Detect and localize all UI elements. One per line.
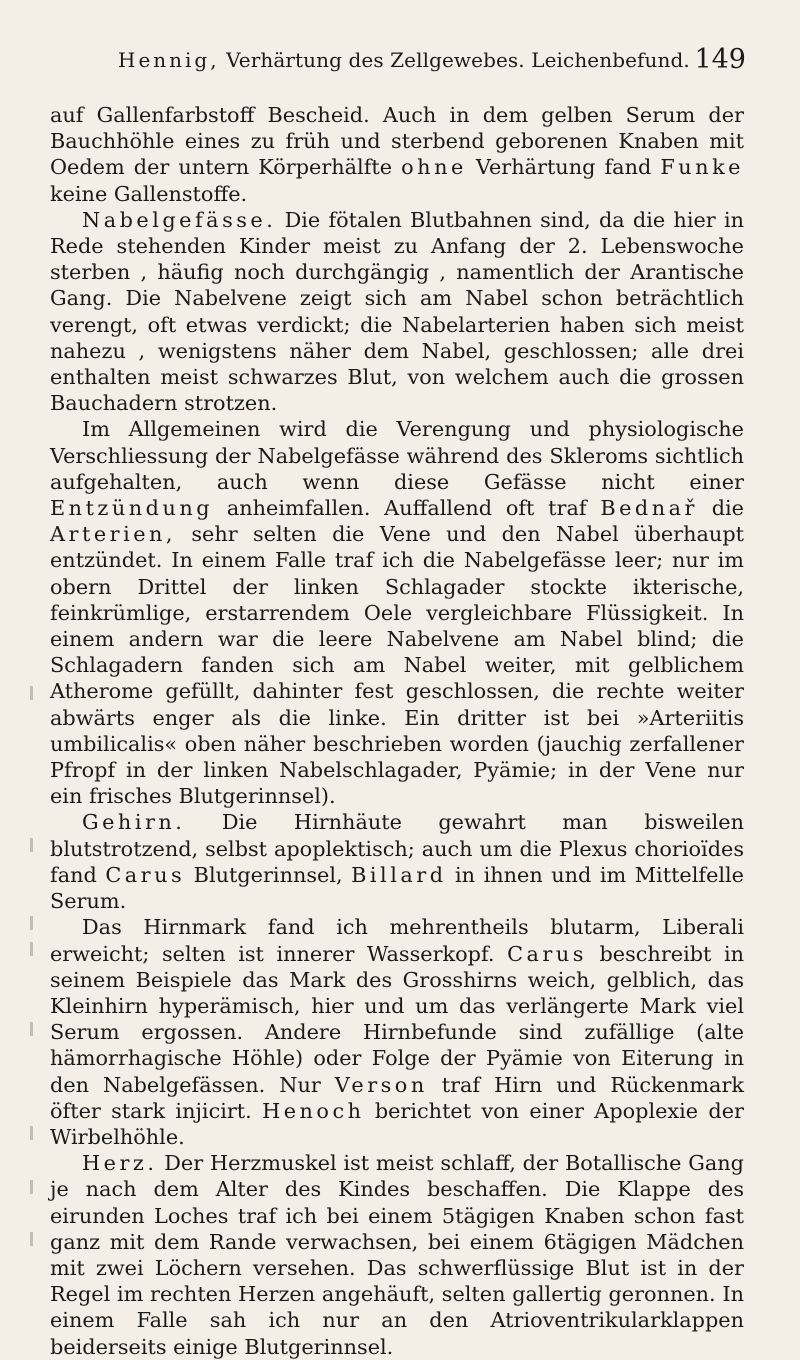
- text-run: Die fötalen Blutbahnen sind, da die hier in Rede stehenden Kinder meist zu Anfang der 2. Lebenswoche sterben , häufig noch durchgängig , namentlich der Arantische Gang. Die Nabelvene zeigt sich am Nabel schon beträchtlich verengt, oft etwas verdickt; die Nabelarterien haben sich meist nahezu , wenigstens näher dem Nabel, geschlossen; alle drei enthalten meist schwarzes Blut, von welchem auch die grossen Bauchadern strotzen.: [50, 207, 744, 416]
- margin-mark: [30, 1022, 33, 1036]
- text-run: Der Herzmuskel ist meist schlaff, der Botallische Gang je nach dem Alter des Kindes beschaffen. Die Klappe des eirunden Loches traf ich bei einem 5tägigen Knaben schon fast ganz mit dem Rande verwachsen, bei einem 6tägigen Mädchen mit zwei Löchern versehen. Das schwerflüssige Blut ist in der Regel im rechten Herzen angehäuft, selten gallertig geronnen. In einem Falle sah ich nur an den Atrioventrikularklappen beiderseits einige Blutgerinnsel.: [50, 1151, 744, 1359]
- page-number: 149: [694, 44, 746, 75]
- margin-mark: [30, 1126, 33, 1140]
- text-run: beschreibt in seinem Beispiele das Mark des Grosshirns weich, gelblich, das Kleinhirn hyperämisch, hier und um das verlängerte Mark viel Serum ergossen. Andere Hirnbefunde sind zufällige (alte hämorrhagische Höhle) oder Folge der Pyämie von Eiterung in den Nabelgefässen. Nur: [50, 941, 744, 1097]
- margin-bleed-marks: [0, 0, 40, 1354]
- emphasis-entzuendung: Entzündung: [50, 496, 214, 521]
- text-run: anheimfallen. Auffallend oft traf: [213, 496, 601, 521]
- author-name-verson: Verson: [334, 1072, 428, 1097]
- text-run: traf Hirn und Rückenmark öfter stark injicirt.: [50, 1072, 744, 1123]
- text-run: berichtet von einer Apoplexie der Wirbelhöhle.: [50, 1098, 744, 1149]
- margin-mark: [30, 686, 33, 700]
- text-run: Im Allgemeinen wird die Verengung und physiologische Verschliessung der Nabelgefässe während des Skleroms sichtlich aufgehalten, auch wenn diese Gefässe nicht einer: [50, 417, 744, 494]
- text-run: Die Hirnhäute gewahrt man bisweilen blutstrotzend, selbst apoplektisch; auch um die Plexus chorioïdes fand: [50, 810, 744, 887]
- text-run: keine Gallenstoffe.: [50, 181, 248, 206]
- section-head-gehirn: Gehirn.: [82, 810, 186, 835]
- margin-mark: [30, 942, 33, 956]
- author-name-henoch: Henoch: [262, 1098, 365, 1123]
- emphasis-arterien: Arterien,: [50, 522, 177, 547]
- margin-mark: [30, 1180, 33, 1194]
- running-author: Hennig,: [118, 48, 220, 72]
- text-run: Blutgerinnsel,: [185, 862, 352, 887]
- text-run: sehr selten die Vene und den Nabel überhaupt entzündet. In einem Falle traf ich die Nabelgefässe leer; nur im obern Drittel der linken Schlagader stockte ikterische, feinkrümlige, erstarrendem Oele vergleichbare Flüssigkeit. In einem andern war die leere Nabelvene am Nabel blind; die Schlagadern fanden sich am Nabel weiter, mit gelblichem Atherome gefüllt, dahinter fest geschlossen, die rechte weiter abwärts enger als die linke. Ein dritter ist bei »Arteriitis umbilicalis« oben näher beschrieben worden (jauchig zerfallener Pfropf in der linken Nabelschlagader, Pyämie; in der Vene nur ein frisches Blutgerinnsel).: [50, 522, 744, 809]
- body-text: [50, 102, 744, 1360]
- running-head: [118, 44, 746, 80]
- author-name-carus: Carus: [507, 941, 587, 966]
- paragraph-brain: [50, 809, 744, 914]
- text-run: auf Gallenfarbstoff Bescheid. Auch in dem gelben Serum der Bauchhöhle eines zu früh und sterbend geborenen Knaben mit Oedem der untern Körperhälfte: [50, 103, 744, 180]
- author-name-funke: Funke: [660, 155, 744, 180]
- paragraph-vessel-inflammation: [50, 416, 744, 809]
- margin-mark: [30, 1232, 33, 1246]
- paragraph-brain-marrow: [50, 914, 744, 1150]
- section-head-nabelgefaesse: Nabelgefässe.: [82, 207, 277, 232]
- running-title: [118, 48, 690, 72]
- paragraph-umbilical-vessels: [50, 207, 744, 417]
- text-run: in ihnen und im Mittelfelle Serum.: [50, 862, 744, 914]
- text-run: Das Hirnmark fand ich mehrentheils blutarm, Liberali erweicht; selten ist innerer Wasserkopf.: [50, 915, 744, 966]
- paragraph-bile: [50, 102, 744, 207]
- text-run: die: [697, 496, 744, 521]
- emphasis-ohne: ohne: [401, 155, 467, 180]
- author-name-carus: Carus: [105, 862, 186, 887]
- running-title-text: Verhärtung des Zellgewebes. Leichenbefund.: [226, 48, 690, 72]
- author-name-billard: Billard: [351, 862, 447, 887]
- text-run: Verhärtung fand: [466, 155, 661, 180]
- paragraph-heart: [50, 1150, 744, 1360]
- author-name-bednar: Bednař: [600, 496, 698, 521]
- margin-mark: [30, 838, 33, 852]
- section-head-herz: Herz.: [82, 1151, 158, 1176]
- margin-mark: [30, 916, 33, 930]
